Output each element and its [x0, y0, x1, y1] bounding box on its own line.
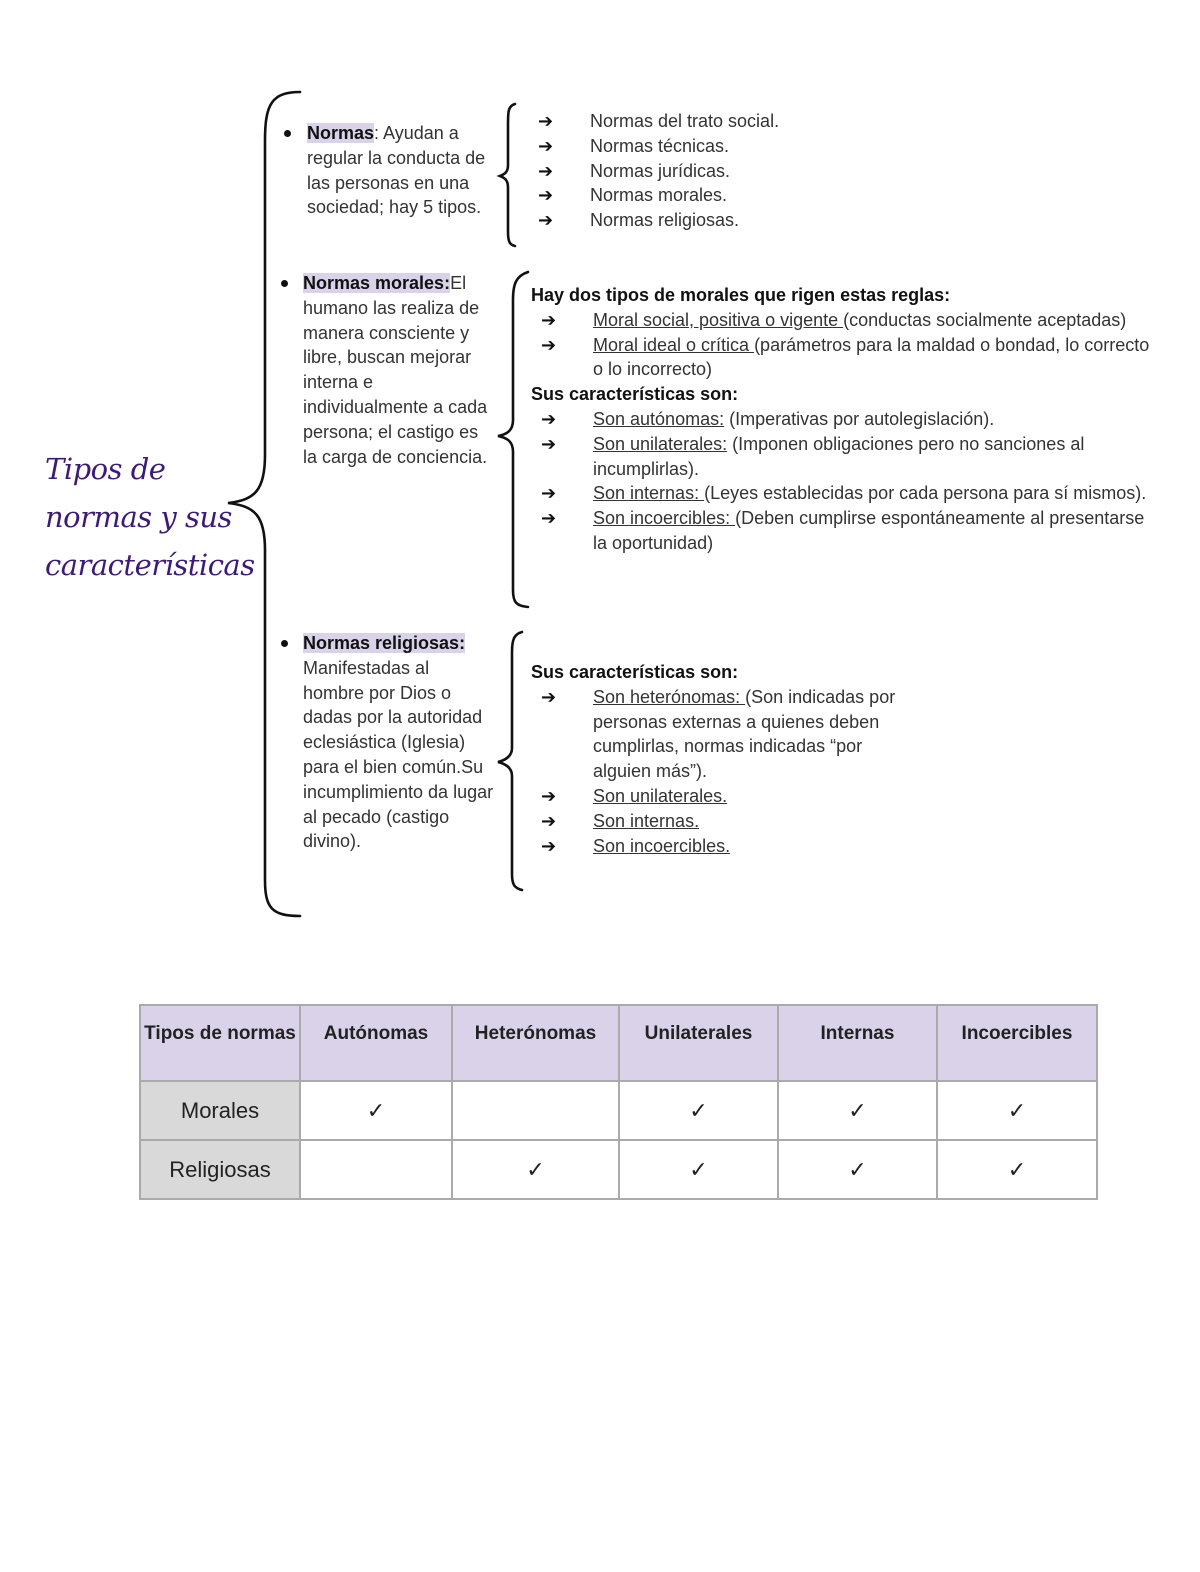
arrow-icon: ➔ [541, 686, 557, 707]
list-item: ➔ Son heterónomas: (Son indicadas por personas externas a quienes deben cumplirlas, normas indicadas “por alguien más”). [541, 686, 896, 782]
morales-heading-kinds: Hay dos tipos de morales que rigen estas reglas: [531, 285, 951, 305]
title-line-3: características [45, 548, 255, 582]
morales-description [303, 271, 495, 469]
check-cell [300, 1140, 452, 1199]
check-cell: ✓ [452, 1140, 619, 1199]
table-header-cell: Autónomas [300, 1005, 452, 1081]
list-item: ➔ Son incoercibles. [531, 834, 901, 859]
list-item: ➔ Son unilaterales: (Imponen obligaciones pero no sanciones al incumplirlas). [541, 433, 1085, 479]
arrow-icon: ➔ [541, 483, 557, 504]
morales-details [531, 283, 1161, 556]
list-item: ➔ Normas técnicas. [528, 134, 848, 159]
check-cell: ✓ [937, 1081, 1097, 1140]
check-cell: ✓ [937, 1140, 1097, 1199]
table-header-cell: Unilaterales [619, 1005, 778, 1081]
list-item: ➔ Son internas: (Leyes establecidas por cada persona para sí mismos). [531, 481, 1161, 506]
table-header-cell: Internas [778, 1005, 937, 1081]
check-cell: ✓ [300, 1081, 452, 1140]
arrow-icon: ➔ [538, 160, 554, 181]
row-label: Morales [140, 1081, 300, 1140]
check-cell: ✓ [619, 1081, 778, 1140]
title-line-2: normas y sus [45, 500, 232, 534]
normas-label: Normas [307, 123, 375, 143]
list-item: ➔ Son incoercibles: (Deben cumplirse espontáneamente al presentarse la oportunidad) [541, 508, 1145, 553]
religiosas-details [531, 660, 901, 858]
title-line-1: Tipos de [45, 452, 166, 486]
religiosas-rest: Manifestadas al hombre por Dios o dadas por la autoridad eclesiástica (Iglesia) para el bien común.Su incumplimiento da lugar al pecado (castigo divino). [303, 657, 494, 852]
arrow-icon: ➔ [541, 785, 557, 806]
bullet-religiosas [281, 640, 288, 647]
morales-rest: El humano las realiza de manera consciente y libre, buscan mejorar interna e individualmente a cada persona; el castigo es la carga de conciencia. [303, 273, 488, 467]
arrow-icon: ➔ [541, 334, 557, 355]
religiosas-description [303, 631, 495, 854]
table-header-cell: Tipos de normas [140, 1005, 300, 1081]
check-cell [452, 1081, 619, 1140]
normas-rest: : Ayudan a regular la conducta de las personas en una sociedad; hay 5 tipos. [307, 123, 486, 218]
religiosas-label: Normas religiosas: [303, 633, 466, 653]
table-header-cell: Heterónomas [452, 1005, 619, 1081]
list-item: ➔ Moral ideal o crítica (parámetros para la maldad o bondad, lo correcto o lo incorrecto) [541, 334, 1150, 380]
table-row [140, 1081, 1097, 1140]
list-item: ➔ Son autónomas: (Imperativas por autolegislación). [531, 407, 1161, 432]
bullet-morales [281, 280, 288, 287]
morales-label: Normas morales: [303, 273, 451, 293]
arrow-icon: ➔ [541, 508, 557, 529]
normas-description [307, 121, 492, 220]
arrow-icon: ➔ [538, 185, 554, 206]
list-item: ➔ Normas jurídicas. [528, 159, 848, 184]
arrow-icon: ➔ [538, 135, 554, 156]
list-item: ➔ Normas del trato social. [528, 109, 848, 134]
arrow-icon: ➔ [541, 433, 557, 454]
religiosas-heading: Sus características son: [531, 662, 739, 682]
table-header-row [140, 1005, 1097, 1081]
check-cell: ✓ [778, 1081, 937, 1140]
comparison-table [139, 1004, 1098, 1200]
check-cell: ✓ [619, 1140, 778, 1199]
arrow-icon: ➔ [541, 835, 557, 856]
arrow-icon: ➔ [538, 111, 554, 131]
list-item: ➔ Son unilaterales. [531, 784, 901, 809]
morales-heading-chars: Sus características son: [531, 384, 739, 405]
table-row [140, 1140, 1097, 1199]
arrow-icon: ➔ [541, 408, 557, 429]
arrow-icon: ➔ [541, 309, 557, 330]
row-label: Religiosas [140, 1140, 300, 1199]
list-item: ➔ Son internas. [531, 809, 901, 834]
normas-types-list [528, 109, 848, 233]
arrow-icon: ➔ [538, 210, 554, 231]
table-header-cell: Incoercibles [937, 1005, 1097, 1081]
list-item: ➔ Normas morales. [528, 183, 848, 208]
list-item: ➔ Normas religiosas. [528, 208, 848, 233]
check-cell: ✓ [778, 1140, 937, 1199]
list-item: ➔ Moral social, positiva o vigente (conductas socialmente aceptadas) [531, 308, 1161, 333]
arrow-icon: ➔ [541, 810, 557, 831]
bullet-normas [284, 130, 291, 137]
